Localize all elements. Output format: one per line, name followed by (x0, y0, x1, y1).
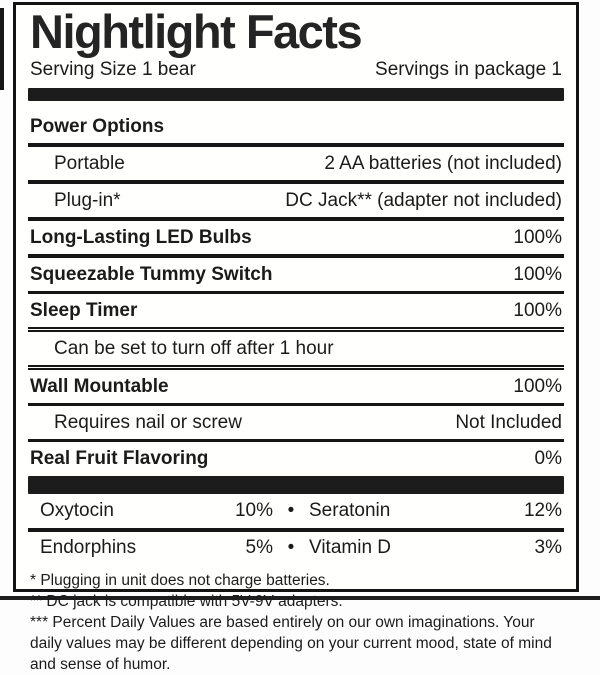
power-row-portable-value: 2 AA batteries (not included) (324, 152, 562, 174)
feature-row-wall-mountable (28, 370, 564, 406)
scan-edge-artifact-left (0, 8, 4, 90)
power-options-heading-text: Power Options (30, 115, 165, 137)
label-title: Nightlight Facts (30, 5, 362, 58)
servings-in-package-text: Servings in package 1 (375, 58, 562, 80)
sleep-timer-note-row (28, 332, 564, 370)
feature-row-tummy-switch-value: 100% (513, 263, 562, 285)
serving-row (28, 58, 564, 86)
sleep-timer-note-text: Can be set to turn off after 1 hour (54, 337, 334, 359)
feature-row-led-bulbs-value: 100% (513, 226, 562, 248)
feature-row-led-bulbs-name: Long-Lasting LED Bulbs (30, 226, 252, 248)
feature-row-sleep-timer-name: Sleep Timer (30, 299, 138, 321)
nutrient-endorphins-name: Endorphins (40, 536, 137, 558)
nutrient-seratonin-name: Seratonin (309, 499, 391, 521)
bullet-separator: • (287, 499, 295, 521)
feature-row-wall-mountable-name: Wall Mountable (30, 375, 169, 397)
nutrient-vitamin-d-value: 3% (534, 536, 562, 558)
feature-row-sleep-timer-value: 100% (513, 299, 562, 321)
nutrient-row-2 (28, 532, 564, 565)
feature-row-led-bulbs (28, 221, 564, 258)
feature-row-fruit-flavoring-value: 0% (534, 447, 562, 469)
feature-row-tummy-switch-name: Squeezable Tummy Switch (30, 263, 273, 285)
power-row-portable-name: Portable (54, 152, 125, 174)
nutrient-vitamin-d-name: Vitamin D (309, 536, 392, 558)
wall-mount-note-name: Requires nail or screw (54, 411, 242, 433)
feature-row-sleep-timer (28, 294, 564, 332)
power-options-heading (28, 108, 564, 147)
nutrient-row-1 (28, 495, 564, 532)
footnote-dc-jack: ** DC jack is compatible with 5V-9V adapters. (30, 592, 343, 610)
power-row-plugin-value: DC Jack** (adapter not included) (285, 189, 562, 211)
nutrient-endorphins-value: 5% (245, 536, 273, 558)
footnotes (28, 565, 564, 675)
nutrient-oxytocin-name: Oxytocin (40, 499, 114, 521)
wall-mount-note-row (28, 406, 564, 442)
thick-divider-middle (28, 476, 564, 494)
footnote-plugging: * Plugging in unit does not charge batteries. (30, 571, 330, 589)
footnote-daily-values: *** Percent Daily Values are based entirely on our own imaginations. Your daily values may be different depending on your current mood, state of mind and sense of humor. (30, 613, 552, 674)
power-row-plugin (28, 184, 564, 221)
wall-mount-note-value: Not Included (455, 411, 562, 433)
power-row-portable (28, 147, 564, 184)
serving-size-text: Serving Size 1 bear (30, 58, 196, 80)
nutrient-oxytocin-value: 10% (234, 499, 273, 521)
nutrient-seratonin-value: 12% (523, 499, 562, 521)
feature-row-wall-mountable-value: 100% (513, 375, 562, 397)
feature-row-fruit-flavoring (28, 442, 564, 475)
feature-row-fruit-flavoring-name: Real Fruit Flavoring (30, 447, 209, 469)
nightlight-facts-label (13, 2, 579, 674)
bullet-separator: • (287, 536, 295, 558)
thick-divider-top (28, 88, 564, 101)
feature-row-tummy-switch (28, 258, 564, 294)
power-row-plugin-name: Plug-in* (54, 189, 121, 211)
